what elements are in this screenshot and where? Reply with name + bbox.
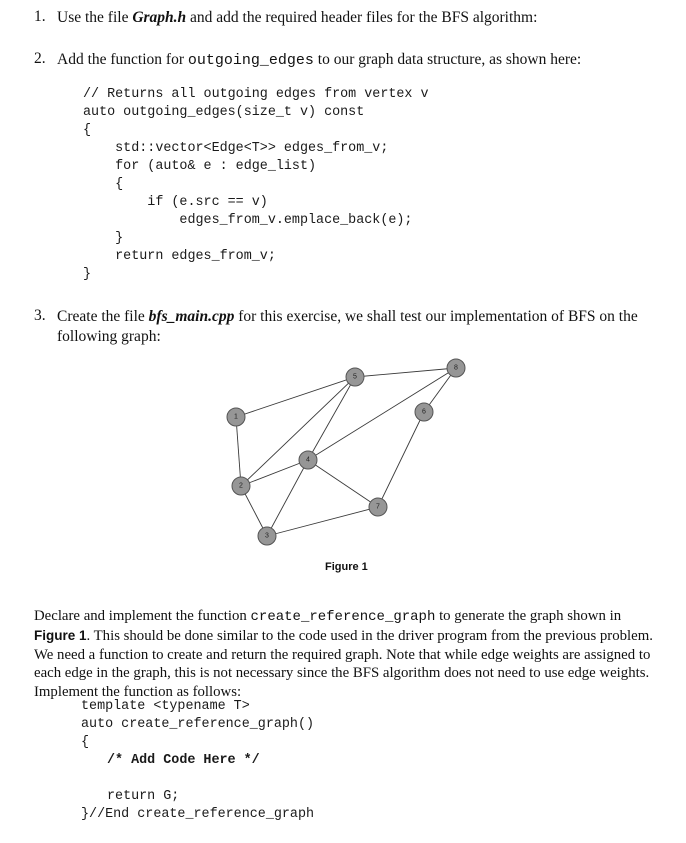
instruction-paragraph [34,607,664,702]
item-1-pre: Use the file [57,9,133,26]
graph-edge-3-4 [267,460,308,536]
graph-node-label: 3 [265,532,269,540]
graph-node-label: 5 [353,373,357,381]
graph-node-6 [415,403,433,421]
graph-edges [236,368,456,536]
item-3-number: 3. [34,307,46,324]
code-line: { [83,123,92,138]
graph-node-label: 4 [306,456,310,464]
code-line: for (auto& e : edge_list) [83,159,317,174]
code-line: template <typename T> [81,699,250,714]
graph-edge-4-5 [308,377,355,460]
code-line: edges_from_v.emplace_back(e); [83,213,413,228]
item-3-pre: Create the file [57,308,149,325]
item-2-pre: Add the function for [57,51,188,68]
para-l1-func: create_reference_graph [250,609,436,625]
graph-node-4 [299,451,317,469]
graph-node-label: 2 [239,482,243,490]
item-1-text [57,8,537,28]
item-2-func: outgoing_edges [187,52,314,69]
graph-node-1 [227,408,245,426]
graph-edge-3-7 [267,507,378,536]
item-2-text [57,50,581,71]
graph-node-8 [447,359,465,377]
item-3-file: bfs_main.cpp [148,308,235,325]
code-line: // Returns all outgoing edges from vertex v [83,87,429,102]
para-line-3: We need a function to create and return the required graph. Note that while edge weights are assigned to [34,646,651,663]
para-l1-pre: Declare and implement the function [34,608,251,624]
code-line: auto outgoing_edges(size_t v) const [83,105,365,120]
code-line: std::vector<Edge<T>> edges_from_v; [83,141,389,156]
code-line: if (e.src == v) [83,195,268,210]
item-1-number: 1. [34,8,46,25]
graph-node-2 [232,477,250,495]
graph-edge-5-8 [355,368,456,377]
code-line: } [83,231,124,246]
graph-edge-4-7 [308,460,378,507]
code-line: return G; [107,789,180,804]
item-3-post: for this exercise, we shall test our implementation of BFS on the [234,308,638,325]
item-3-line2: following graph: [57,328,161,345]
para-line-4: each edge in the graph, this is not necessary since the BFS algorithm does not need to use edge weights. [34,665,650,682]
code-line: { [81,735,90,750]
item-2-number: 2. [34,50,46,67]
code-line: return edges_from_v; [83,249,276,264]
para-line-2 [34,627,664,646]
item-1-post: and add the required header files for the BFS algorithm: [186,9,538,26]
figure-1-graph [210,350,480,555]
code-line: { [83,177,124,192]
graph-node-label: 7 [376,503,380,511]
item-1-file: Graph.h [132,9,187,26]
item-3-text [57,307,638,347]
graph-node-5 [346,368,364,386]
graph-edge-2-4 [241,460,308,486]
graph-edge-6-7 [378,412,424,507]
graph-edge-4-8 [308,368,456,460]
graph-node-3 [258,527,276,545]
item-2-post: to our graph data structure, as shown here: [313,51,582,68]
graph-node-label: 8 [454,364,458,372]
graph-node-label: 6 [422,408,426,416]
graph-node-label: 1 [234,413,238,421]
para-line-5: Implement the function as follows: [34,684,242,701]
graph-node-7 [369,498,387,516]
figure-caption: Figure 1 [325,561,368,573]
code-line: /* Add Code Here */ [107,753,260,768]
graph-edge-2-5 [241,377,355,486]
para-line-1 [34,607,664,627]
graph-nodes [227,359,465,545]
para-l2-post: . This should be done similar to the code used in the driver program from the previous problem. [86,627,653,644]
code-line: } [83,267,92,282]
graph-edge-1-2 [236,417,241,486]
code-line: auto create_reference_graph() [81,717,315,732]
graph-edge-1-5 [236,377,355,417]
para-figure-ref: Figure 1 [34,627,87,643]
para-l1-post: to generate the graph shown in [435,608,622,624]
code-line: }//End create_reference_graph [81,807,315,822]
